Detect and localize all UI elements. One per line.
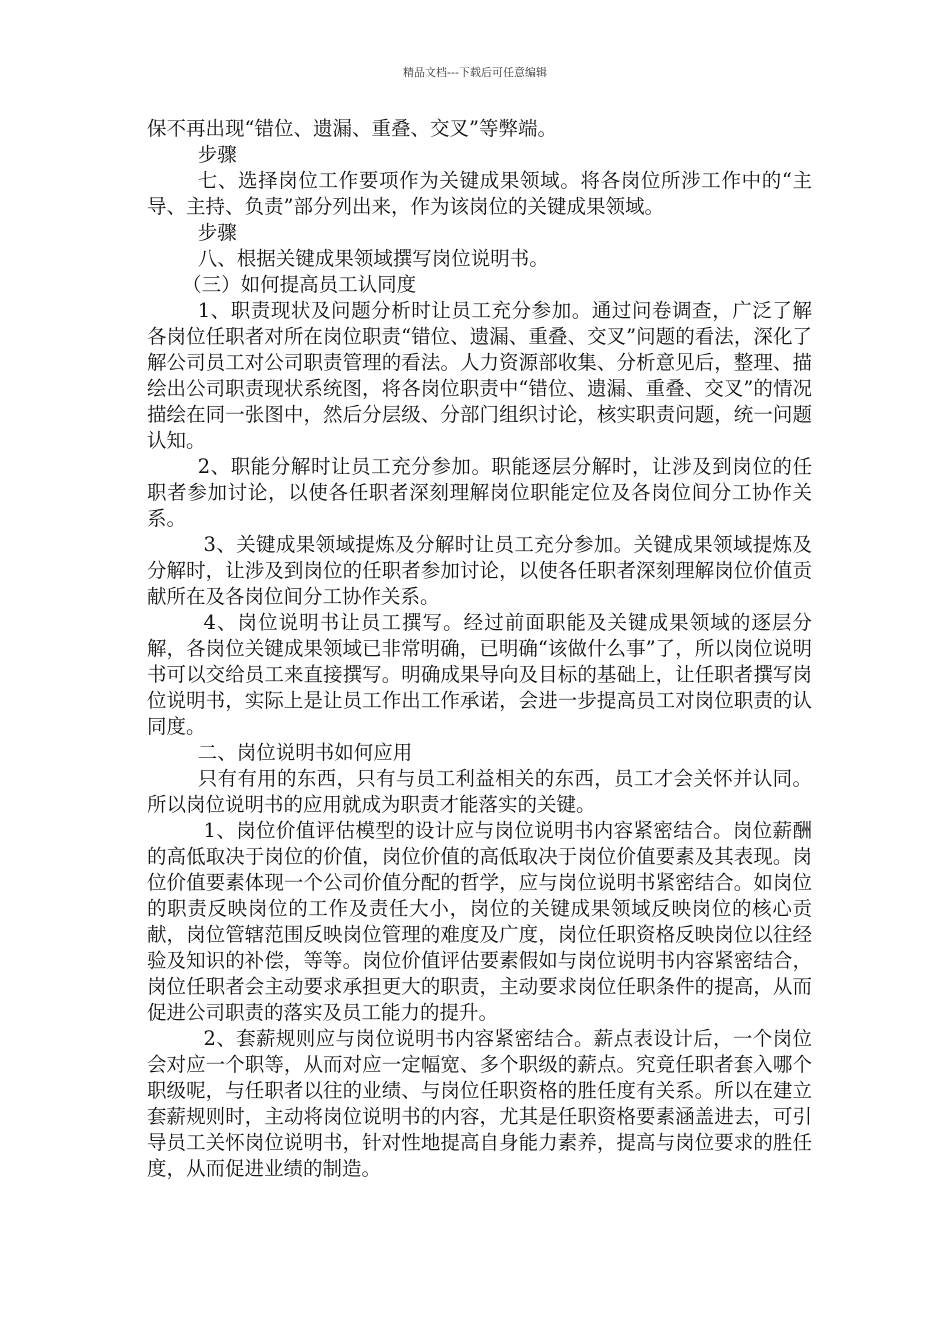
paragraph: 八、根据关键成果领域撰写岗位说明书。 [197,247,549,270]
paragraph: 只有有用的东西，只有与员工利益相关的东西，员工才会关怀并认同。所以岗位说明书的应用就成为职责才能落实的关键。 [147,767,812,816]
paragraph: 1、岗位价值评估模型的设计应与岗位说明书内容紧密结合。岗位薪酬的高低取决于岗位的价值，岗位价值的高低取决于岗位价值要素及其表现。岗位价值要素体现一个公司价值分配的哲学，应与岗位说明书紧密结合。如岗位的职责反映岗位的工作及责任大小，岗位的关键成果领域反映岗位的核心贡献，岗位管辖范围反映岗位管理的难度及广度，岗位任职资格反映岗位以往经验及知识的补偿，等等。岗位价值评估要素假如与岗位说明书内容紧密结合，岗位任职者会主动要求承担更大的职责，主动要求岗位任职条件的提高，从而促进公司职责的落实及员工能力的提升。 [147,819,812,1024]
section-heading: （三）如何提高员工认同度 [182,273,417,296]
paragraph: 步骤 [197,143,237,166]
section-heading: 二、岗位说明书如何应用 [197,741,413,764]
paragraph: 3、关键成果领域提炼及分解时让员工充分参加。关键成果领域提炼及分解时，让涉及到岗位的任职者参加讨论，以使各任职者深刻理解岗位价值贡献所在及各岗位间分工协作关系。 [147,533,812,608]
paragraph: 2、职能分解时让员工充分参加。职能逐层分解时，让涉及到岗位的任职者参加讨论，以使各任职者深刻理解岗位职能定位及各岗位间分工协作关系。 [147,455,812,530]
paragraph: 4、岗位说明书让员工撰写。经过前面职能及关键成果领域的逐层分解，各岗位关键成果领域已非常明确，已明确“该做什么事”了，所以岗位说明书可以交给员工来直接撰写。明确成果导向及目标的基础上，让任职者撰写岗位说明书，实际上是让员工作出工作承诺，会进一步提高员工对岗位职责的认同度。 [147,611,812,738]
paragraph: 2、套薪规则应与岗位说明书内容紧密结合。薪点表设计后，一个岗位会对应一个职等，从而对应一定幅宽、多个职级的薪点。究竟任职者套入哪个职级呢，与任职者以往的业绩、与岗位任职资格的胜任度有关系。所以在建立套薪规则时，主动将岗位说明书的内容，尤其是任职资格要素涵盖进去，可引导员工关怀岗位说明书，针对性地提高自身能力素养，提高与岗位要求的胜任度，从而促进业绩的制造。 [147,1027,812,1180]
paragraph: 保不再出现“错位、遗漏、重叠、交叉”等弊端。 [147,117,557,140]
paragraph: 步骤 [197,221,237,244]
paragraph: 1、职责现状及问题分析时让员工充分参加。通过问卷调查，广泛了解各岗位任职者对所在岗位职责“错位、遗漏、重叠、交叉”问题的看法，深化了解公司员工对公司职责管理的看法。人力资源部收集、分析意见后，整理、描绘出公司职责现状系统图，将各岗位职责中“错位、遗漏、重叠、交叉”的情况描绘在同一张图中，然后分层级、分部门组织讨论，核实职责问题，统一问题认知。 [147,299,812,452]
paragraph: 七、选择岗位工作要项作为关键成果领域。将各岗位所涉工作中的“主导、主持、负责”部分列出来，作为该岗位的关键成果领域。 [147,169,812,218]
document-body [147,116,812,1182]
page-header: 精品文档---下载后可任意编辑 [403,66,547,79]
